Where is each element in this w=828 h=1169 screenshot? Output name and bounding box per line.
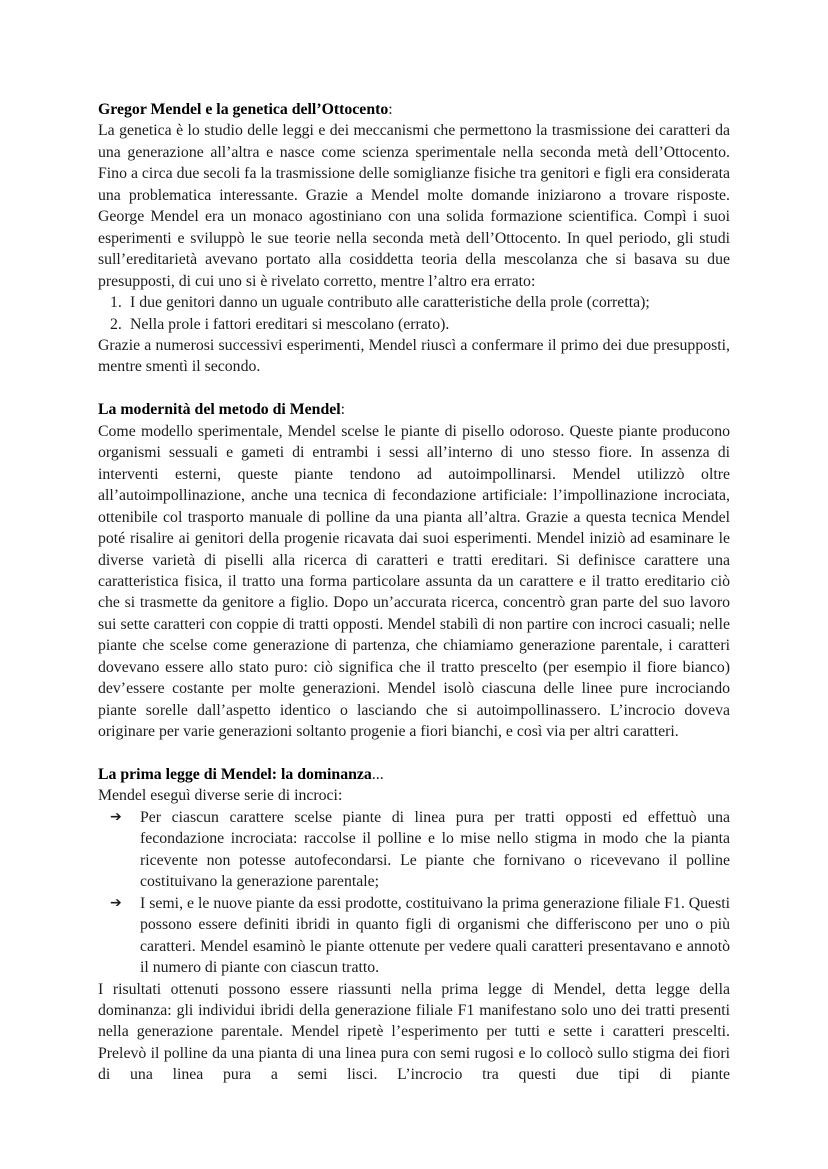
blank-line <box>98 743 730 764</box>
list-item <box>98 807 730 893</box>
blank-line <box>98 378 730 399</box>
ordered-list <box>98 292 730 335</box>
arrow-bullet-icon: ➔ <box>110 894 122 911</box>
list-item <box>98 292 730 313</box>
section-heading-text: Gregor Mendel e la genetica dell’Ottocento <box>98 101 389 118</box>
list-item-text: Nella prole i fattori ereditari si mescolano (errato). <box>130 315 450 333</box>
arrow-list <box>98 807 730 979</box>
list-number-marker: 1. <box>110 294 122 312</box>
section-heading <box>98 764 730 785</box>
body-paragraph: La genetica è lo studio delle leggi e dei meccanismi che permettono la trasmissione dei caratteri da una generazione all’altra e nasce come scienza sperimentale nella seconda metà dell’Ottocento. Fino a circa due secoli fa la trasmissione delle somiglianze fisiche tra genitori e figli era considerata una problematica interessante. Grazie a Mendel molte domande iniziarono a trovare risposte. George Mendel era un monaco agostiniano con una solida formazione scientifica. Compì i suoi esperimenti e sviluppò le sue teorie nella seconda metà dell’Ottocento. In quel periodo, gli studi sull’ereditarietà avevano portato alla cosiddetta teoria della mescolanza che si basava su due presupposti, di cui uno si è rivelato corretto, mentre l’altro era errato: <box>98 122 730 290</box>
section-modernita-metodo <box>98 399 730 742</box>
body-paragraph: Come modello sperimentale, Mendel scelse le piante di pisello odoroso. Queste piante producono organismi sessuali e gameti di entrambi i sessi all’interno di uno stesso fiore. In assenza di interventi esterni, queste piante tendono ad autoimpollinarsi. Mendel utilizzò oltre all’autoimpollinazione, anche una tecnica di fecondazione artificiale: l’impollinazione incrociata, ottenibile col trasporto manuale di polline da una pianta all’altra. Grazie a questa tecnica Mendel poté risalire ai genitori della progenie ricavata dai suoi esperimenti. Mendel iniziò ad esaminare le diverse varietà di piselli alla ricerca di caratteri e tratti ereditari. Si definisce carattere una caratteristica fisica, il tratto una forma particolare assunta da un carattere e il tratto ereditario ciò che si trasmette da genitore a figlio. Dopo un’accurata ricerca, concentrò gran parte del suo lavoro sui sette caratteri con coppie di tratti opposti. Mendel stabilì di non partire con incroci casuali; nelle piante che scelse come generazione di partenza, che chiamiamo generazione parentale, i caratteri dovevano essere allo stato puro: ciò significa che il tratto prescelto (per esempio il fiore bianco) dev’essere costante per molte generazioni. Mendel isolò ciascuna delle linee pure incrociando piante sorelle dall’aspetto identico o lasciando che si autoimpollinassero. L’incrocio doveva originare per varie generazioni soltanto progenie a fiori bianchi, e così via per altri caratteri. <box>98 422 730 741</box>
body-paragraph: Grazie a numerosi successivi esperimenti, Mendel riuscì a confermare il primo dei due presupposti, mentre smentì il secondo. <box>98 336 730 376</box>
section-heading-tail: ... <box>371 766 384 784</box>
list-item-text: I due genitori danno un uguale contributo alle caratteristiche della prole (corretta); <box>130 294 650 312</box>
body-paragraph: I risultati ottenuti possono essere riassunti nella prima legge di Mendel, detta legge della dominanza: gli individui ibridi della generazione filiale F1 manifestano solo uno dei tratti presenti nella generazione parentale. Mendel ripetè l’esperimento per tutti e sette i caratteri prescelti. Prelevò il polline da una pianta di una linea pura con semi rugosi e lo collocò sullo stigma dei fiori di una linea pura a semi lisci. L’incrocio tra questi due tipi di piante <box>98 980 730 1084</box>
section-prima-legge <box>98 764 730 1086</box>
body-paragraph: Mendel eseguì diverse serie di incroci: <box>98 787 343 805</box>
section-heading-tail: : <box>340 401 346 419</box>
list-item <box>98 314 730 335</box>
section-heading-tail: : <box>388 101 393 118</box>
list-item-text: I semi, e le nuove piante da essi prodotte, costituivano la prima generazione filiale F1. Questi possono essere definiti ibridi in quanto figli di organismi che differiscono per uno o più caratteri. Mendel esaminò le piante ottenute per vedere quali caratteri presentavano e annotò il numero di piante con ciascun tratto. <box>140 894 730 977</box>
section-gregor-mendel <box>98 99 730 378</box>
section-heading-text: La prima legge di Mendel: la dominanza <box>98 766 372 784</box>
section-heading <box>98 399 730 420</box>
section-heading-text: La modernità del metodo di Mendel <box>98 401 341 419</box>
list-item-text: Per ciascun carattere scelse piante di linea pura per tratti opposti ed effettuò una fecondazione incrociata: raccolse il polline e lo mise nello stigma in modo che la pianta ricevente non potesse autofecondarsi. Le piante che fornivano o ricevevano il polline costituivano la generazione parentale; <box>140 808 730 891</box>
list-number-marker: 2. <box>110 315 122 333</box>
arrow-bullet-icon: ➔ <box>110 808 122 825</box>
section-heading <box>98 99 730 120</box>
list-item <box>98 893 730 979</box>
